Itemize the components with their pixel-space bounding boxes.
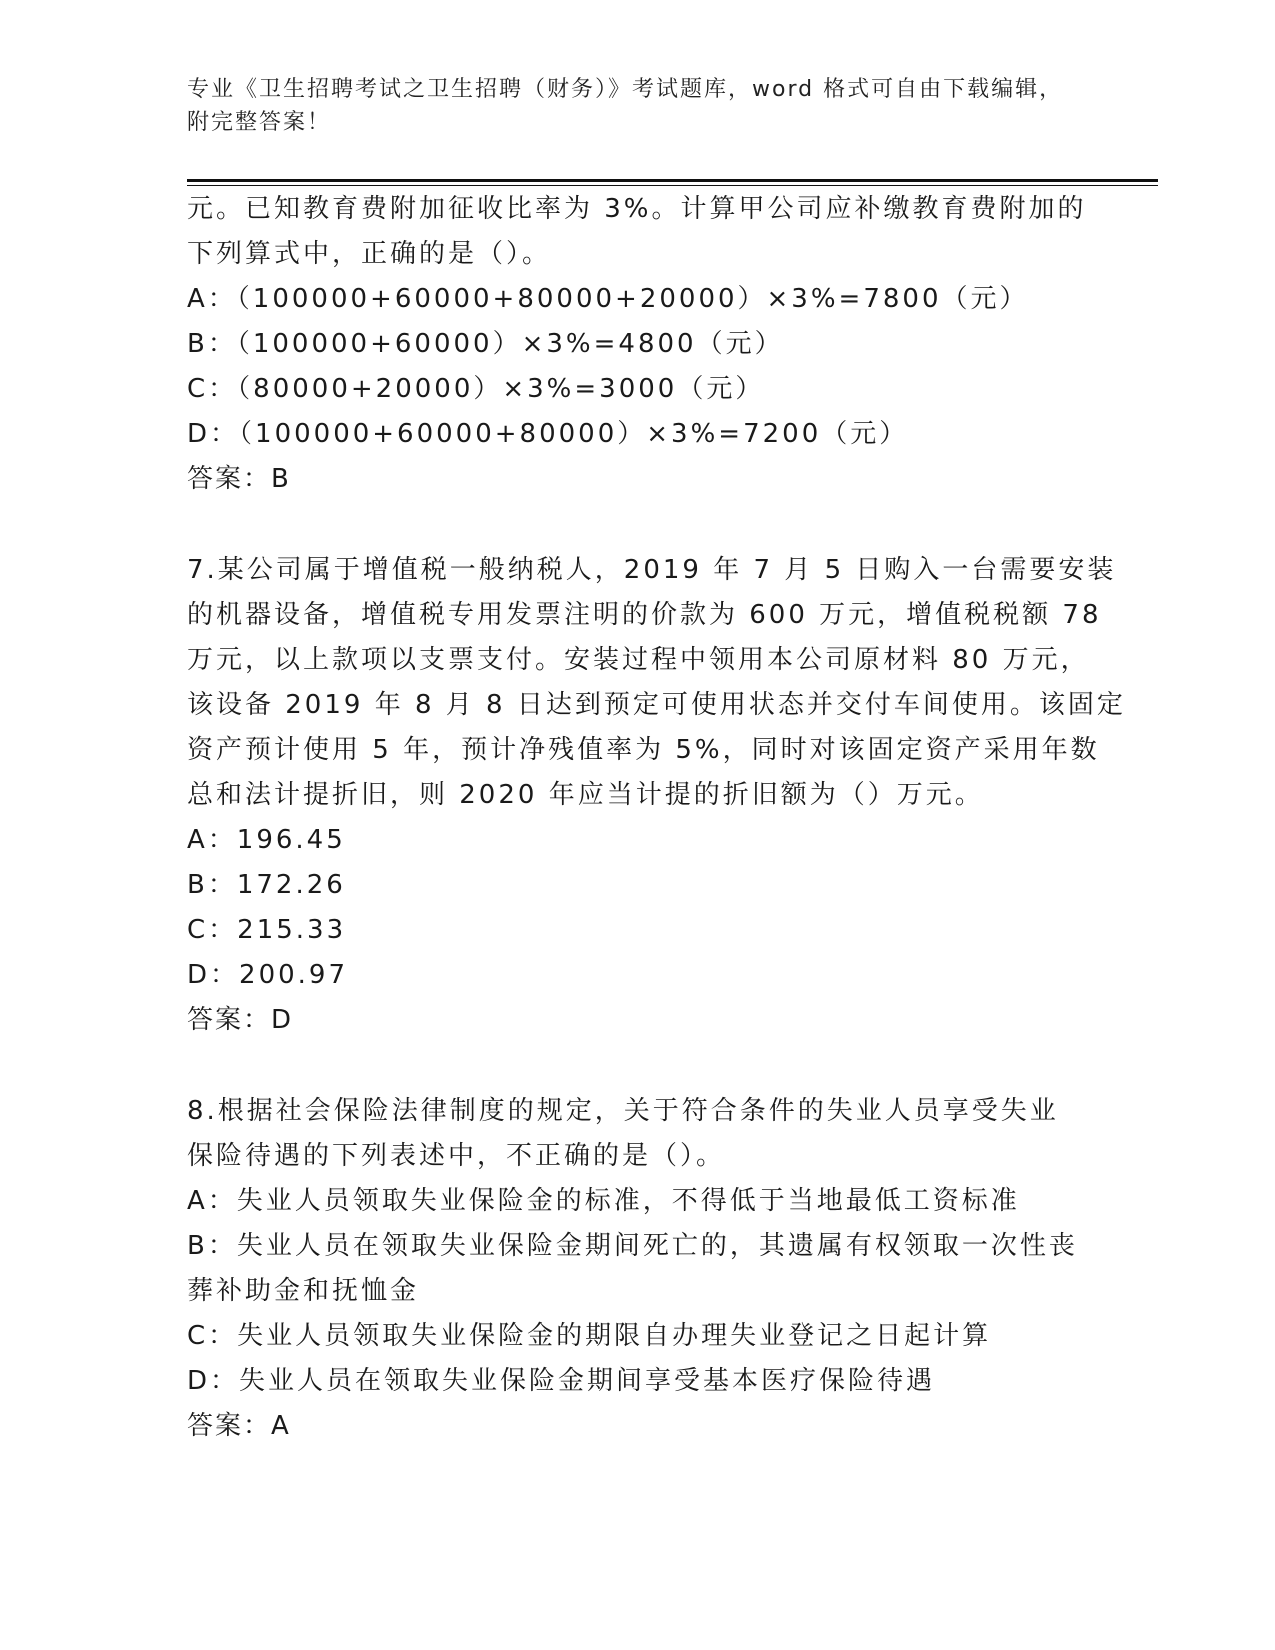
- question-6: [187, 187, 1087, 502]
- option-a: A：（100000+60000+80000+20000）×3%=7800（元）: [187, 284, 1029, 314]
- question-text-line: 下列算式中，正确的是（）。: [187, 239, 552, 269]
- question-text-line: 元。已知教育费附加征收比率为 3%。计算甲公司应补缴教育费附加的: [187, 194, 1087, 224]
- option-d: D：（100000+60000+80000）×3%=7200（元）: [187, 419, 909, 449]
- question-8: [187, 1089, 1087, 1449]
- question-text-line: 8.根据社会保险法律制度的规定，关于符合条件的失业人员享受失业: [187, 1096, 1059, 1126]
- header-divider-thin: [187, 185, 1158, 186]
- spacer: [187, 1043, 1087, 1089]
- option-c: C：失业人员领取失业保险金的期限自办理失业登记之日起计算: [187, 1321, 992, 1351]
- question-content: [187, 187, 1126, 1449]
- option-d: D：200.97: [187, 960, 348, 990]
- option-b: B：失业人员在领取失业保险金期间死亡的，其遗属有权领取一次性丧: [187, 1231, 1078, 1261]
- option-b-continued: 葬补助金和抚恤金: [187, 1276, 420, 1306]
- answer: 答案：B: [187, 464, 291, 494]
- answer: 答案：A: [187, 1411, 291, 1441]
- option-a: A：196.45: [187, 825, 346, 855]
- question-text-line: 的机器设备，增值税专用发票注明的价款为 600 万元，增值税税额 78: [187, 600, 1102, 630]
- option-d: D：失业人员在领取失业保险金期间享受基本医疗保险待遇: [187, 1366, 936, 1396]
- page-header: 专业《卫生招聘考试之卫生招聘（财务）》考试题库，word 格式可自由下载编辑，附完整答案！: [187, 77, 1064, 135]
- question-text-line: 资产预计使用 5 年，预计净残值率为 5%，同时对该固定资产采用年数: [187, 735, 1100, 765]
- question-text-line: 该设备 2019 年 8 月 8 日达到预定可使用状态并交付车间使用。该固定: [187, 690, 1126, 720]
- option-b: B：172.26: [187, 870, 346, 900]
- spacer: [187, 502, 1087, 548]
- question-text-line: 7.某公司属于增值税一般纳税人，2019 年 7 月 5 日购入一台需要安装: [187, 555, 1117, 585]
- option-b: B：（100000+60000）×3%=4800（元）: [187, 329, 784, 359]
- option-a: A：失业人员领取失业保险金的标准，不得低于当地最低工资标准: [187, 1186, 1020, 1216]
- question-text-line: 保险待遇的下列表述中，不正确的是（）。: [187, 1141, 726, 1171]
- option-c: C：（80000+20000）×3%=3000（元）: [187, 374, 765, 404]
- question-text-line: 总和法计提折旧，则 2020 年应当计提的折旧额为（）万元。: [187, 780, 984, 810]
- option-c: C：215.33: [187, 915, 347, 945]
- answer: 答案：D: [187, 1005, 294, 1035]
- question-text-line: 万元，以上款项以支票支付。安装过程中领用本公司原材料 80 万元，: [187, 645, 1090, 675]
- question-7: [187, 548, 1126, 1043]
- header-divider-thick: [187, 179, 1158, 182]
